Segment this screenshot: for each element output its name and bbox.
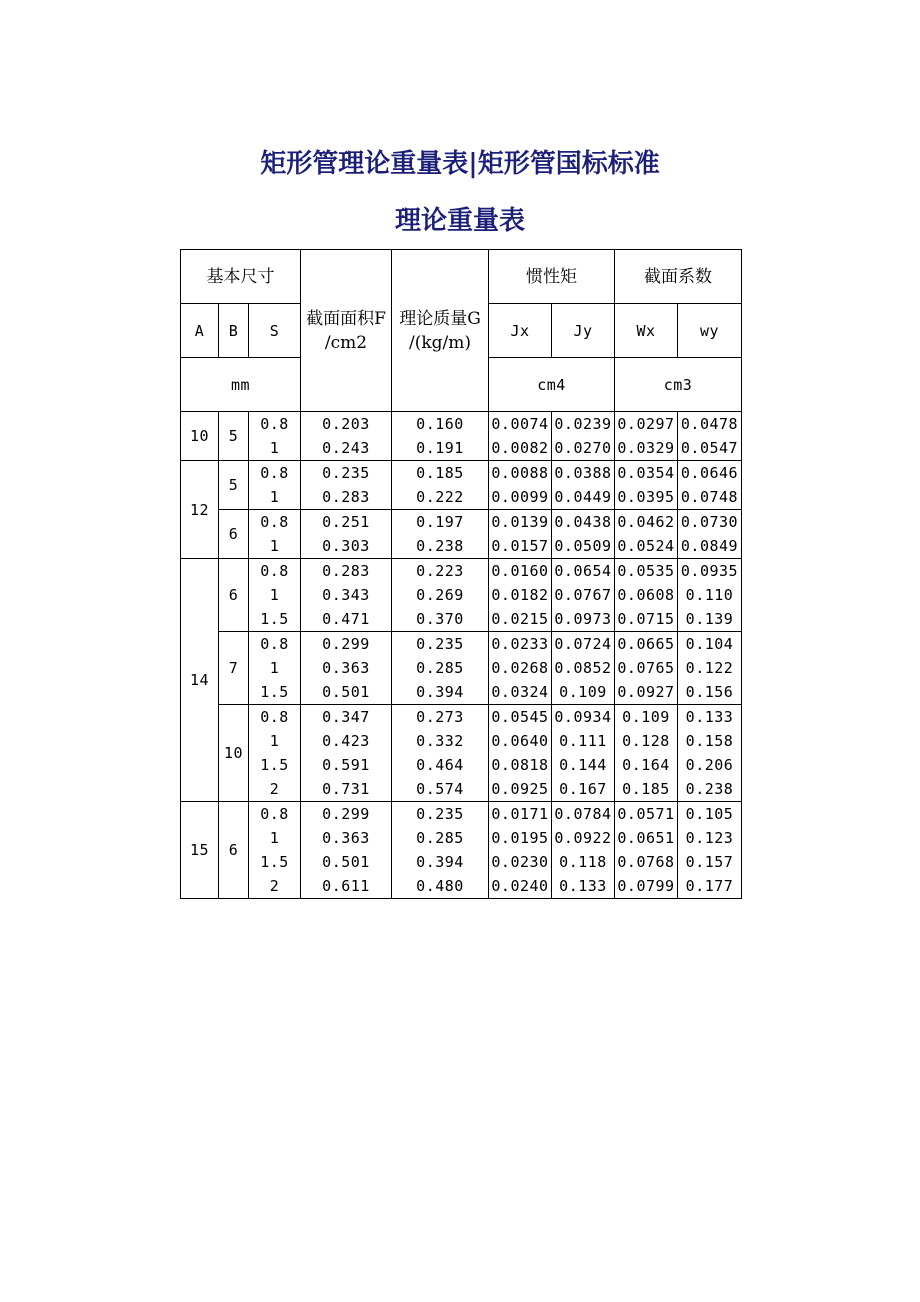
dimension-a: 14 xyxy=(181,559,219,802)
theoretical-mass-value: 0.223 xyxy=(416,562,464,580)
thickness-s-value: 1.5 xyxy=(260,756,289,774)
table-row xyxy=(181,802,742,899)
header-A: A xyxy=(181,304,219,358)
modulus-wy-value: 0.156 xyxy=(685,683,734,701)
thickness-s-value: 0.8 xyxy=(260,805,289,823)
inertia-jx-value: 0.0171 xyxy=(491,805,549,823)
inertia-jx-value: 0.0230 xyxy=(491,853,549,871)
thickness-s-cell xyxy=(249,412,301,461)
dimension-b: 6 xyxy=(219,802,249,899)
section-area-value: 0.299 xyxy=(322,805,370,823)
modulus-wx-cell xyxy=(615,510,678,559)
inertia-jx-cell xyxy=(489,802,552,899)
dimension-a: 10 xyxy=(181,412,219,461)
theoretical-mass-value: 0.235 xyxy=(416,635,464,653)
header-area-line2: /cm2 xyxy=(324,332,368,353)
modulus-wy-value: 0.0849 xyxy=(680,537,739,555)
header-section-area xyxy=(301,250,392,412)
header-mass-line1: 理论质量G xyxy=(399,308,481,329)
section-area-cell xyxy=(301,510,392,559)
theoretical-mass-value: 0.480 xyxy=(416,877,464,895)
inertia-jy-value: 0.144 xyxy=(559,756,607,774)
header-row-1 xyxy=(181,250,742,304)
theoretical-mass-value: 0.197 xyxy=(416,513,464,531)
thickness-s-cell xyxy=(249,510,301,559)
thickness-s-value: 1.5 xyxy=(260,683,289,701)
inertia-jx-value: 0.0088 xyxy=(491,464,549,482)
thickness-s-value: 0.8 xyxy=(260,708,289,726)
inertia-jy-value: 0.0852 xyxy=(554,659,612,677)
header-Jx: Jx xyxy=(489,304,552,358)
theoretical-mass-value: 0.191 xyxy=(416,439,464,457)
section-area-cell xyxy=(301,412,392,461)
modulus-wy-value: 0.139 xyxy=(685,610,734,628)
table-row xyxy=(181,705,742,802)
section-area-value: 0.251 xyxy=(322,513,370,531)
theoretical-mass-value: 0.285 xyxy=(416,829,464,847)
modulus-wx-value: 0.0571 xyxy=(617,805,675,823)
modulus-wx-value: 0.109 xyxy=(622,708,670,726)
inertia-jx-cell xyxy=(489,632,552,705)
theoretical-mass-value: 0.285 xyxy=(416,659,464,677)
dimension-b: 10 xyxy=(219,705,249,802)
theoretical-mass-value: 0.273 xyxy=(416,708,464,726)
modulus-wx-value: 0.0715 xyxy=(617,610,675,628)
theoretical-mass-cell xyxy=(392,461,489,510)
inertia-jy-value: 0.133 xyxy=(559,877,607,895)
thickness-s-value: 2 xyxy=(269,780,280,798)
dimension-a: 15 xyxy=(181,802,219,899)
modulus-wx-value: 0.0608 xyxy=(617,586,675,604)
inertia-jx-cell xyxy=(489,461,552,510)
section-area-value: 0.591 xyxy=(322,756,370,774)
inertia-jx-value: 0.0160 xyxy=(491,562,549,580)
theoretical-mass-value: 0.160 xyxy=(416,415,464,433)
inertia-jx-value: 0.0215 xyxy=(491,610,549,628)
inertia-jx-value: 0.0233 xyxy=(491,635,549,653)
modulus-wy-value: 0.123 xyxy=(685,829,734,847)
inertia-jy-cell xyxy=(552,705,615,802)
section-area-cell xyxy=(301,559,392,632)
theoretical-mass-value: 0.332 xyxy=(416,732,464,750)
modulus-wy-cell xyxy=(678,802,742,899)
thickness-s-cell xyxy=(249,559,301,632)
section-area-value: 0.203 xyxy=(322,415,370,433)
header-S: S xyxy=(249,304,301,358)
thickness-s-value: 2 xyxy=(269,877,280,895)
unit-mm: mm xyxy=(181,358,301,412)
inertia-jx-cell xyxy=(489,412,552,461)
section-area-value: 0.299 xyxy=(322,635,370,653)
section-area-value: 0.501 xyxy=(322,853,370,871)
thickness-s-value: 0.8 xyxy=(260,513,289,531)
modulus-wx-value: 0.0665 xyxy=(617,635,675,653)
inertia-jy-value: 0.109 xyxy=(559,683,607,701)
dimension-b: 5 xyxy=(219,412,249,461)
modulus-wy-value: 0.157 xyxy=(685,853,734,871)
modulus-wx-cell xyxy=(615,461,678,510)
thickness-s-cell xyxy=(249,705,301,802)
unit-cm3: cm3 xyxy=(615,358,742,412)
inertia-jx-value: 0.0082 xyxy=(491,439,549,457)
inertia-jx-value: 0.0139 xyxy=(491,513,549,531)
theoretical-mass-value: 0.464 xyxy=(416,756,464,774)
modulus-wy-value: 0.0935 xyxy=(680,562,739,580)
inertia-jy-value: 0.0922 xyxy=(554,829,612,847)
theoretical-mass-value: 0.394 xyxy=(416,853,464,871)
inertia-jy-value: 0.0654 xyxy=(554,562,612,580)
thickness-s-value: 1 xyxy=(269,586,280,604)
modulus-wy-value: 0.0646 xyxy=(680,464,739,482)
inertia-jy-value: 0.0509 xyxy=(554,537,612,555)
modulus-wx-cell xyxy=(615,412,678,461)
section-area-cell xyxy=(301,461,392,510)
page-title: 矩形管理论重量表|矩形管国标标准 xyxy=(260,149,660,179)
theoretical-mass-cell xyxy=(392,802,489,899)
inertia-jx-value: 0.0074 xyxy=(491,415,549,433)
theoretical-mass-cell xyxy=(392,632,489,705)
modulus-wx-cell xyxy=(615,802,678,899)
modulus-wx-cell xyxy=(615,559,678,632)
inertia-jy-cell xyxy=(552,559,615,632)
table-row xyxy=(181,461,742,510)
inertia-jx-value: 0.0157 xyxy=(491,537,549,555)
theoretical-mass-value: 0.185 xyxy=(416,464,464,482)
section-area-value: 0.611 xyxy=(322,877,370,895)
inertia-jx-cell xyxy=(489,559,552,632)
inertia-jy-cell xyxy=(552,510,615,559)
section-area-value: 0.243 xyxy=(322,439,370,457)
theoretical-mass-value: 0.370 xyxy=(416,610,464,628)
header-B: B xyxy=(219,304,249,358)
table-row xyxy=(181,559,742,632)
modulus-wx-value: 0.0927 xyxy=(617,683,675,701)
thickness-s-value: 1 xyxy=(269,537,280,555)
inertia-jx-value: 0.0640 xyxy=(491,732,549,750)
inertia-jy-value: 0.0239 xyxy=(554,415,612,433)
thickness-s-value: 0.8 xyxy=(260,464,289,482)
modulus-wy-cell xyxy=(678,632,742,705)
modulus-wy-value: 0.133 xyxy=(685,708,734,726)
section-area-cell xyxy=(301,632,392,705)
inertia-jy-cell xyxy=(552,802,615,899)
theoretical-mass-value: 0.574 xyxy=(416,780,464,798)
modulus-wy-value: 0.104 xyxy=(685,635,734,653)
modulus-wy-cell xyxy=(678,559,742,632)
header-wy: wy xyxy=(678,304,742,358)
modulus-wx-value: 0.0765 xyxy=(617,659,675,677)
inertia-jy-value: 0.118 xyxy=(559,853,607,871)
theoretical-mass-cell xyxy=(392,559,489,632)
inertia-jy-cell xyxy=(552,461,615,510)
modulus-wy-value: 0.110 xyxy=(685,586,734,604)
theoretical-mass-value: 0.222 xyxy=(416,488,464,506)
section-area-value: 0.283 xyxy=(322,488,370,506)
inertia-jx-value: 0.0182 xyxy=(491,586,549,604)
thickness-s-value: 1 xyxy=(269,439,280,457)
inertia-jy-value: 0.0784 xyxy=(554,805,612,823)
thickness-s-value: 0.8 xyxy=(260,562,289,580)
modulus-wy-value: 0.177 xyxy=(685,877,734,895)
header-Jy: Jy xyxy=(552,304,615,358)
modulus-wy-value: 0.122 xyxy=(685,659,734,677)
header-Wx: Wx xyxy=(615,304,678,358)
modulus-wx-value: 0.164 xyxy=(622,756,670,774)
dimension-b: 6 xyxy=(219,559,249,632)
modulus-wx-value: 0.185 xyxy=(622,780,670,798)
modulus-wy-cell xyxy=(678,461,742,510)
theoretical-mass-value: 0.269 xyxy=(416,586,464,604)
inertia-jy-value: 0.0934 xyxy=(554,708,612,726)
inertia-jy-value: 0.0449 xyxy=(554,488,612,506)
section-area-value: 0.303 xyxy=(322,537,370,555)
header-area-line1: 截面面积F xyxy=(306,308,386,329)
thickness-s-cell xyxy=(249,632,301,705)
table-row xyxy=(181,412,742,461)
dimension-b: 6 xyxy=(219,510,249,559)
theoretical-mass-value: 0.394 xyxy=(416,683,464,701)
dimension-a: 12 xyxy=(181,461,219,559)
thickness-s-value: 1 xyxy=(269,732,280,750)
section-area-value: 0.363 xyxy=(322,829,370,847)
theoretical-mass-cell xyxy=(392,705,489,802)
inertia-jy-value: 0.0388 xyxy=(554,464,612,482)
table-row xyxy=(181,510,742,559)
modulus-wx-value: 0.0354 xyxy=(617,464,675,482)
theoretical-mass-value: 0.235 xyxy=(416,805,464,823)
section-area-value: 0.347 xyxy=(322,708,370,726)
thickness-s-value: 1.5 xyxy=(260,853,289,871)
header-theoretical-mass xyxy=(392,250,489,412)
header-section-modulus: 截面系数 xyxy=(615,250,742,304)
modulus-wy-value: 0.158 xyxy=(685,732,734,750)
dimension-b: 7 xyxy=(219,632,249,705)
thickness-s-cell xyxy=(249,802,301,899)
thickness-s-value: 1.5 xyxy=(260,610,289,628)
thickness-s-cell xyxy=(249,461,301,510)
table-row xyxy=(181,632,742,705)
modulus-wy-value: 0.206 xyxy=(685,756,734,774)
modulus-wx-value: 0.0462 xyxy=(617,513,675,531)
modulus-wy-cell xyxy=(678,412,742,461)
section-area-value: 0.731 xyxy=(322,780,370,798)
modulus-wx-value: 0.0768 xyxy=(617,853,675,871)
inertia-jy-value: 0.0438 xyxy=(554,513,612,531)
modulus-wy-value: 0.0478 xyxy=(680,415,739,433)
inertia-jx-value: 0.0818 xyxy=(491,756,549,774)
modulus-wx-cell xyxy=(615,632,678,705)
header-mass-line2: /(kg/m) xyxy=(408,332,472,353)
inertia-jy-value: 0.0724 xyxy=(554,635,612,653)
section-area-value: 0.471 xyxy=(322,610,370,628)
modulus-wx-value: 0.0799 xyxy=(617,877,675,895)
thickness-s-value: 1 xyxy=(269,488,280,506)
page-subtitle: 理论重量表 xyxy=(394,206,525,236)
table-body xyxy=(181,250,742,899)
unit-cm4: cm4 xyxy=(489,358,615,412)
modulus-wx-cell xyxy=(615,705,678,802)
inertia-jx-value: 0.0195 xyxy=(491,829,549,847)
modulus-wx-value: 0.0329 xyxy=(617,439,675,457)
section-area-value: 0.501 xyxy=(322,683,370,701)
inertia-jy-cell xyxy=(552,412,615,461)
modulus-wy-value: 0.0730 xyxy=(680,513,739,531)
inertia-jy-value: 0.167 xyxy=(559,780,607,798)
inertia-jy-value: 0.0270 xyxy=(554,439,612,457)
modulus-wy-value: 0.0547 xyxy=(680,439,739,457)
modulus-wx-value: 0.0524 xyxy=(617,537,675,555)
inertia-jy-value: 0.0767 xyxy=(554,586,612,604)
modulus-wx-value: 0.0535 xyxy=(617,562,675,580)
section-area-cell xyxy=(301,802,392,899)
inertia-jx-value: 0.0925 xyxy=(491,780,549,798)
header-basic-size: 基本尺寸 xyxy=(181,250,301,304)
modulus-wx-value: 0.0651 xyxy=(617,829,675,847)
modulus-wy-value: 0.0748 xyxy=(680,488,739,506)
thickness-s-value: 0.8 xyxy=(260,635,289,653)
dimension-b: 5 xyxy=(219,461,249,510)
section-area-value: 0.343 xyxy=(322,586,370,604)
section-area-value: 0.283 xyxy=(322,562,370,580)
section-area-value: 0.235 xyxy=(322,464,370,482)
inertia-jx-cell xyxy=(489,510,552,559)
section-area-cell xyxy=(301,705,392,802)
thickness-s-value: 0.8 xyxy=(260,415,289,433)
weight-table xyxy=(180,249,742,899)
header-inertia: 惯性矩 xyxy=(489,250,615,304)
section-area-value: 0.363 xyxy=(322,659,370,677)
inertia-jx-cell xyxy=(489,705,552,802)
inertia-jx-value: 0.0545 xyxy=(491,708,549,726)
inertia-jx-value: 0.0268 xyxy=(491,659,549,677)
theoretical-mass-cell xyxy=(392,412,489,461)
section-area-value: 0.423 xyxy=(322,732,370,750)
modulus-wy-cell xyxy=(678,510,742,559)
inertia-jy-cell xyxy=(552,632,615,705)
inertia-jy-value: 0.0973 xyxy=(554,610,612,628)
theoretical-mass-cell xyxy=(392,510,489,559)
modulus-wx-value: 0.0297 xyxy=(617,415,675,433)
modulus-wy-value: 0.105 xyxy=(685,805,734,823)
inertia-jy-value: 0.111 xyxy=(559,732,607,750)
theoretical-mass-value: 0.238 xyxy=(416,537,464,555)
modulus-wx-value: 0.0395 xyxy=(617,488,675,506)
modulus-wx-value: 0.128 xyxy=(622,732,670,750)
inertia-jx-value: 0.0240 xyxy=(491,877,549,895)
modulus-wy-cell xyxy=(678,705,742,802)
inertia-jx-value: 0.0324 xyxy=(491,683,549,701)
modulus-wy-value: 0.238 xyxy=(685,780,734,798)
thickness-s-value: 1 xyxy=(269,659,280,677)
thickness-s-value: 1 xyxy=(269,829,280,847)
inertia-jx-value: 0.0099 xyxy=(491,488,549,506)
